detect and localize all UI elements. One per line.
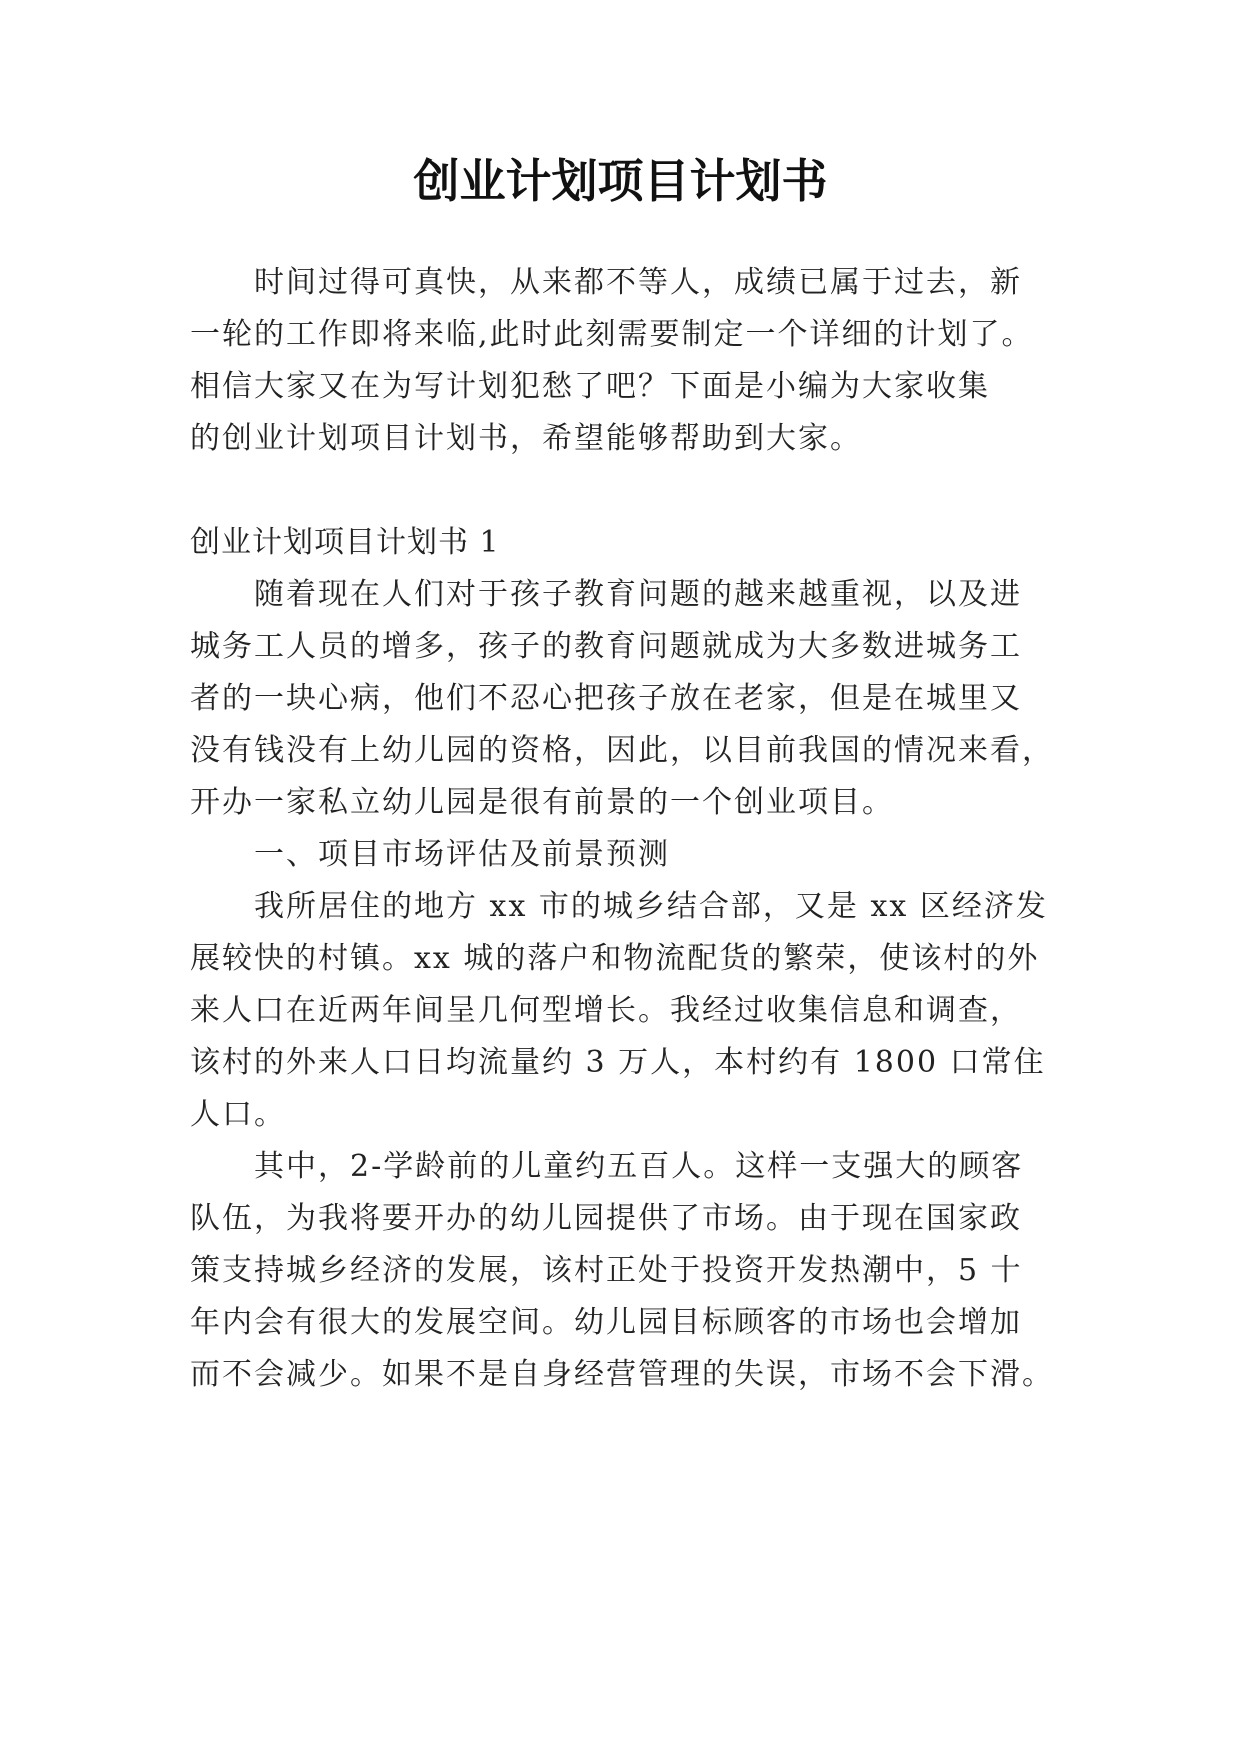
paragraph-1-line-5: 开办一家私立幼儿园是很有前景的一个创业项目。 [190, 785, 894, 820]
paragraph-1-line-4: 没有钱没有上幼儿园的资格，因此，以目前我国的情况来看， [190, 733, 1054, 768]
intro-line-2: 一轮的工作即将来临,此时此刻需要制定一个详细的计划了。 [190, 317, 1034, 352]
document-title: 创业计划项目计划书 [413, 154, 828, 208]
subheading-market-assessment: 一、项目市场评估及前景预测 [254, 837, 670, 872]
intro-line-4: 的创业计划项目计划书，希望能够帮助到大家。 [190, 421, 862, 456]
paragraph-3-line-5: 而不会减少。如果不是自身经营管理的失误，市场不会下滑。 [190, 1357, 1054, 1392]
intro-line-3: 相信大家又在为写计划犯愁了吧？下面是小编为大家收集 [190, 369, 990, 404]
paragraph-2-line-3: 来人口在近两年间呈几何型增长。我经过收集信息和调查， [190, 993, 1022, 1028]
paragraph-1-line-3: 者的一块心病，他们不忍心把孩子放在老家，但是在城里又 [190, 681, 1022, 716]
paragraph-3-line-4: 年内会有很大的发展空间。幼儿园目标顾客的市场也会增加 [190, 1305, 1022, 1340]
paragraph-1-line-1: 随着现在人们对于孩子教育问题的越来越重视，以及进 [254, 577, 1022, 612]
paragraph-2-line-2: 展较快的村镇。xx 城的落户和物流配货的繁荣，使该村的外 [190, 941, 1040, 976]
section-title-1: 创业计划项目计划书 1 [190, 525, 500, 560]
paragraph-1-line-2: 城务工人员的增多，孩子的教育问题就成为大多数进城务工 [190, 629, 1022, 664]
paragraph-2-line-1: 我所居住的地方 xx 市的城乡结合部，又是 xx 区经济发 [254, 889, 1048, 924]
paragraph-3-line-1: 其中，2-学龄前的儿童约五百人。这样一支强大的顾客 [254, 1149, 1024, 1184]
paragraph-2-line-5: 人口。 [190, 1097, 286, 1132]
paragraph-3-line-3: 策支持城乡经济的发展，该村正处于投资开发热潮中，5 十 [190, 1253, 1023, 1288]
paragraph-2-line-4: 该村的外来人口日均流量约 3 万人，本村约有 1800 口常住 [190, 1045, 1046, 1080]
paragraph-3-line-2: 队伍，为我将要开办的幼儿园提供了市场。由于现在国家政 [190, 1201, 1022, 1236]
intro-line-1: 时间过得可真快，从来都不等人，成绩已属于过去，新 [254, 265, 1022, 300]
